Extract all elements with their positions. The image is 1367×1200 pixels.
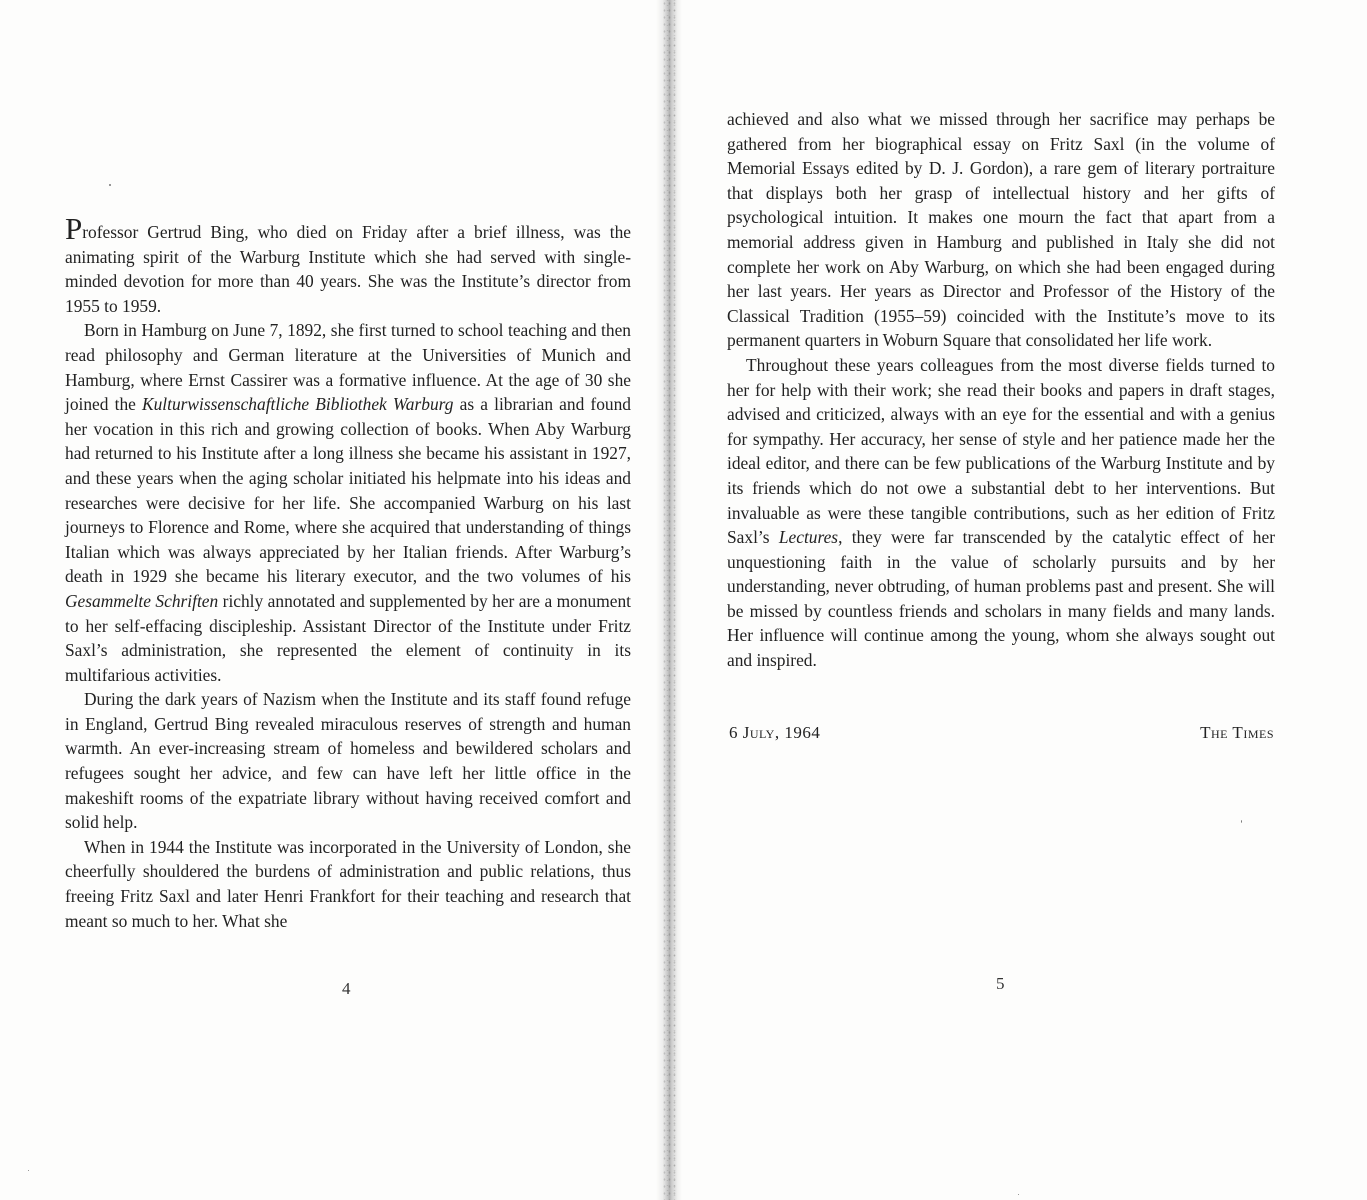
paragraph: [727, 353, 1275, 673]
paragraph: [727, 107, 1275, 353]
paper-speck: [28, 1170, 29, 1171]
paragraph: [65, 835, 631, 933]
paragraph: [65, 687, 631, 835]
paragraph-text: When in 1944 the Institute was incorporated in the University of London, she cheerfully shouldered the burdens of administration and public relations, thus freeing Fritz Saxl and later Henri Frankfort for their teaching and research that meant so much to her. What she: [65, 836, 631, 931]
library-name-italic: Kulturwissenschaftliche Bibliothek Warburg: [142, 394, 454, 415]
page-number: 4: [342, 979, 351, 998]
paper-speck: [109, 184, 111, 186]
paragraph: [65, 318, 631, 687]
paragraph-text: During the dark years of Nazism when the Institute and its staff found refuge in England, Gertrud Bing revealed miraculous reserves of strength and human warmth. An ever-increasing stream of homeless and bewildered scholars and refugees sought her advice, and few can have left her little office in the makeshift rooms of the expatriate library without having received comfort and solid help.: [65, 689, 631, 833]
book-title-italic: Lectures: [778, 527, 839, 548]
page-number: 5: [996, 974, 1005, 993]
paper-speck: [1018, 1194, 1019, 1195]
right-page-text: [727, 107, 1275, 673]
paragraph-text: Throughout these years colleagues from the most diverse fields turned to her for help with their work; she read their books and papers in draft stages, advised and criticized, always with an eye for the essential and with a genius for sympathy. Her accuracy, her sense of style and her patience made her the ideal editor, and there can be few publications of the Warburg Institute and by its friends which do not owe a substantial debt to her interventions. But invaluable as were these tangible contributions, such as her edition of Fritz Saxl’s: [727, 354, 1275, 548]
gutter-texture: [662, 0, 676, 1200]
paragraph-text: achieved and also what we missed through her sacrifice may perhaps be gathered from her biographical essay on Fritz Saxl (in the volume of Memorial Essays edited by D. J. Gordon), a rare gem of literary portraiture that displays both her grasp of intellectual history and her gifts of psychological intuition. It makes one mourn the fact that apart from a memorial address given in Hamburg and published in Italy she did not complete her work on Aby Warburg, on which she had been engaged during her last years. Her years as Director and Professor of the History of the Classical Tradition (1955–59) coincided with the Institute’s move to its permanent quarters in Woburn Square that consolidated her life work.: [727, 109, 1275, 351]
left-page: [0, 0, 664, 1200]
paper-speck: [1241, 820, 1242, 823]
paragraph-text: , they were far transcended by the catalytic effect of her unquestioning faith in the value of scholarly pursuits and by her understanding, never obtruding, of human problems past and present. She will be missed by countless friends and scholars in many fields and many lands. Her influence will continue among the young, whom she always sought out and inspired.: [727, 527, 1275, 671]
book-title-italic: Gesammelte Schriften: [65, 590, 219, 611]
paragraph-text: rofessor Gertrud Bing, who died on Friday after a brief illness, was the animating spirit of the Warburg Institute which she had served with single-minded devotion for more than 40 years. She was the Institute’s director from 1955 to 1959.: [65, 222, 631, 316]
paragraph: [65, 211, 631, 318]
paragraph-text: Born in Hamburg on June 7, 1892, she first turned to school teaching and then read philosophy and German literature at the Universities of Munich and Hamburg, where Ernst Cassirer was a formative influence. At the age of 30 she joined the: [65, 320, 631, 415]
paragraph-text: richly annotated and supplemented by her are a monument to her self-effacing discipleship. Assistant Director of the Institute under Fritz Saxl’s administration, she represented the element of continuity in its multifarious activities.: [65, 590, 631, 685]
drop-cap: P: [65, 211, 83, 246]
dateline-source: The Times: [1200, 723, 1274, 742]
paragraph-text: as a librarian and found her vocation in this rich and growing collection of books. When Aby Warburg had returned to his Institute after a long illness she became his assistant in 1927, and these years when the aging scholar initiated his helpmate into his ideas and researches were decisive for her life. She accompanied Warburg on his last journeys to Florence and Rome, where she acquired that understanding of things Italian which was always appreciated by her Italian friends. After Warburg’s death in 1929 she became his literary executor, and the two volumes of his: [65, 394, 631, 587]
left-page-text: [65, 211, 631, 933]
dateline-date: 6 July, 1964: [729, 723, 821, 742]
